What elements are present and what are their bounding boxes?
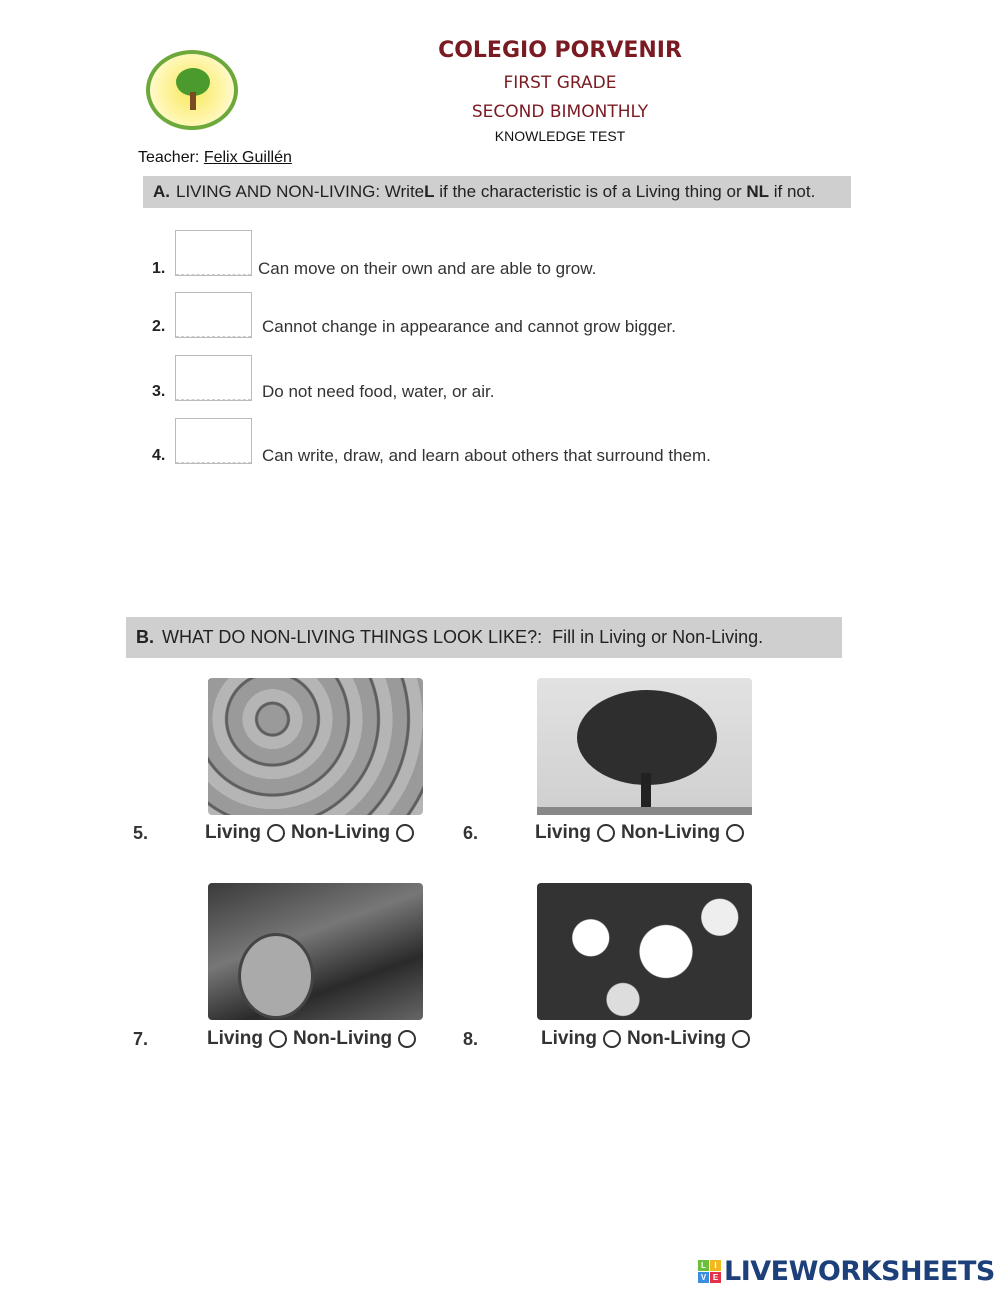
live-blocks-icon	[698, 1260, 721, 1283]
question-number: 8.	[463, 1029, 479, 1049]
nonliving-radio-6[interactable]	[726, 824, 744, 842]
answer-box-2[interactable]	[175, 292, 252, 338]
liveworksheets-logo	[698, 1256, 995, 1287]
options-5	[205, 822, 414, 844]
daisies-image	[537, 883, 752, 1020]
living-label: Living	[541, 1028, 597, 1049]
nonliving-label: Non-Living	[290, 822, 391, 843]
options-6	[535, 822, 744, 844]
answer-input-4[interactable]	[176, 419, 251, 463]
brand-name: LIVEWORKSHEETS	[724, 1256, 995, 1287]
answer-box-3[interactable]	[175, 355, 252, 401]
test-name: KNOWLEDGE TEST	[494, 128, 626, 144]
title-part: LIVING AND NON-LIVING: Write	[176, 182, 425, 201]
section-letter: B.	[136, 627, 154, 647]
rocks-image	[208, 678, 423, 815]
options-7	[207, 1028, 416, 1050]
logo-letter: I	[710, 1260, 721, 1271]
statement: Can move on their own and are able to grow.	[258, 259, 597, 278]
nonliving-radio-7[interactable]	[398, 1030, 416, 1048]
answer-box-1[interactable]	[175, 230, 252, 276]
nonliving-label: Non-Living	[626, 1028, 727, 1049]
statement: Do not need food, water, or air.	[262, 382, 495, 401]
item-number: 4.	[152, 447, 166, 464]
school-name: COLEGIO PORVENIR	[438, 38, 682, 63]
statement: Can write, draw, and learn about others that surround them.	[262, 446, 711, 465]
living-label: Living	[535, 822, 591, 843]
options-8	[541, 1028, 750, 1050]
living-radio-5[interactable]	[267, 824, 285, 842]
question-number: 6.	[463, 823, 479, 843]
title-part: if not.	[769, 182, 816, 201]
living-label: Living	[205, 822, 261, 843]
nonliving-label: Non-Living	[292, 1028, 393, 1049]
logo-letter: V	[698, 1272, 709, 1283]
school-logo	[146, 50, 238, 130]
title-l: L	[424, 182, 435, 201]
tree-image	[537, 678, 752, 815]
teacher-label: Teacher:	[138, 149, 200, 166]
nonliving-radio-5[interactable]	[396, 824, 414, 842]
section-a-header	[143, 176, 851, 208]
item-number: 2.	[152, 318, 166, 335]
nonliving-label: Non-Living	[620, 822, 721, 843]
logo-letter: E	[710, 1272, 721, 1283]
teacher-line	[138, 149, 292, 167]
living-label: Living	[207, 1028, 263, 1049]
section-letter: A.	[153, 182, 170, 201]
answer-input-3[interactable]	[176, 356, 251, 400]
item-number: 1.	[152, 260, 166, 277]
answer-input-1[interactable]	[176, 231, 251, 275]
title-nl: NL	[746, 182, 769, 201]
living-radio-8[interactable]	[603, 1030, 621, 1048]
living-radio-6[interactable]	[597, 824, 615, 842]
question-number: 7.	[133, 1029, 149, 1049]
answer-box-4[interactable]	[175, 418, 252, 464]
living-radio-7[interactable]	[269, 1030, 287, 1048]
answer-input-2[interactable]	[176, 293, 251, 337]
period: SECOND BIMONTHLY	[471, 102, 649, 122]
statement: Cannot change in appearance and cannot grow bigger.	[262, 317, 676, 336]
item-number: 3.	[152, 383, 166, 400]
logo-letter: L	[698, 1260, 709, 1271]
teacher-name: Felix Guillén	[203, 149, 292, 166]
nonliving-radio-8[interactable]	[732, 1030, 750, 1048]
title-part: if the characteristic is of a Living thing or	[434, 182, 747, 201]
section-title: WHAT DO NON-LIVING THINGS LOOK LIKE?: Fill in Living or Non-Living.	[162, 627, 764, 647]
section-b-header	[126, 617, 842, 658]
question-number: 5.	[133, 823, 149, 843]
grade: FIRST GRADE	[503, 73, 617, 93]
logs-image	[208, 883, 423, 1020]
